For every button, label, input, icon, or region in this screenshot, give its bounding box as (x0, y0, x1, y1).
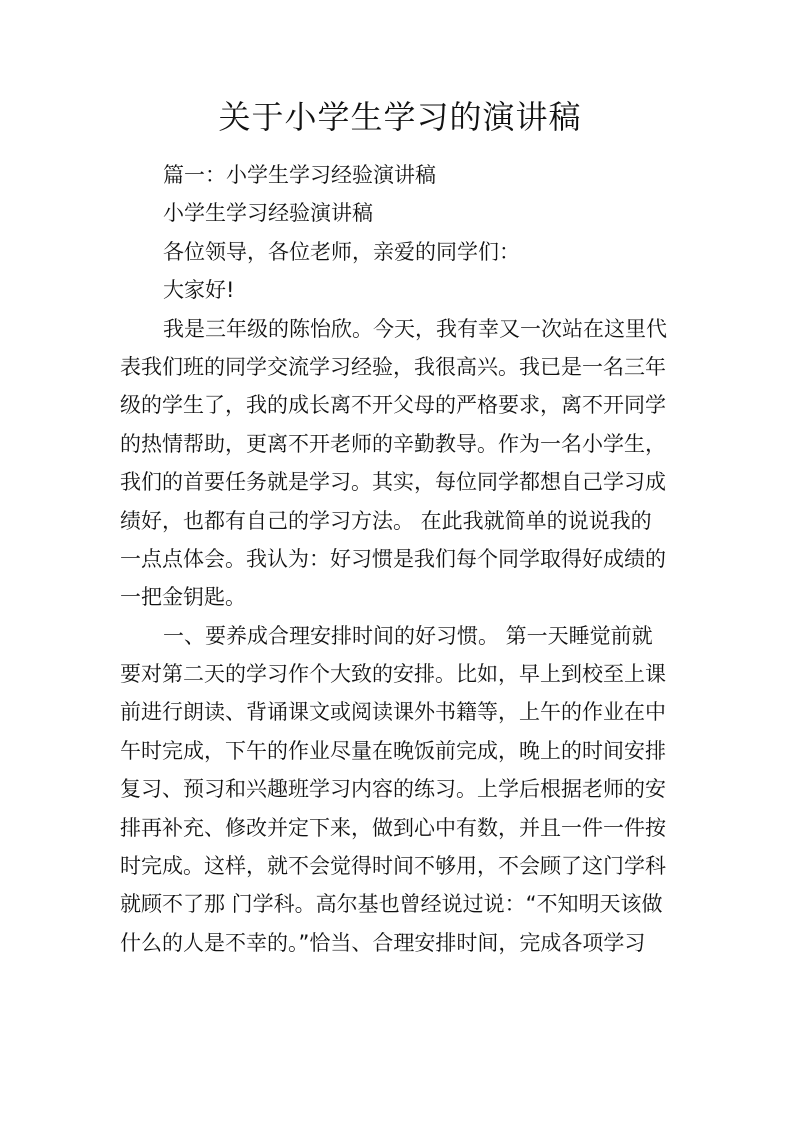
paragraph-line: 复习、预习和兴趣班学习内容的练习。上学后根据老师的安 (120, 777, 666, 802)
paragraph-line: 一、要养成合理安排时间的好习惯。 第一天睡觉前就 (163, 623, 653, 648)
paragraph-line: 我是三年级的陈怡欣。今天，我有幸又一次站在这里代 (163, 316, 667, 341)
paragraph-line: 就顾不了那 门学科。高尔基也曾经说过说：“不知明天该做 (120, 892, 663, 917)
paragraph-line: 午时完成，下午的作业尽量在晚饭前完成，晚上的时间安排 (120, 738, 666, 763)
paragraph-line: 的热情帮助，更离不开老师的辛勤教导。作为一名小学生， (120, 431, 666, 456)
salutation: 各位领导，各位老师，亲爱的同学们： (163, 239, 520, 264)
greeting: 大家好! (163, 278, 235, 303)
paragraph-line: 什么的人是不幸的。”恰当、合理安排时间，完成各项学习 (120, 930, 646, 955)
document-title: 关于小学生学习的演讲稿 (218, 98, 582, 136)
section-heading: 篇一：小学生学习经验演讲稿 (163, 163, 436, 187)
subheading: 小学生学习经验演讲稿 (163, 201, 373, 226)
paragraph-line: 我们的首要任务就是学习。其实，每位同学都想自己学习成 (120, 470, 666, 495)
paragraph-line: 表我们班的同学交流学习经验，我很高兴。我已是一名三年 (120, 354, 666, 379)
paragraph-line: 一点点体会。我认为：好习惯是我们每个同学取得好成绩的 (120, 546, 666, 571)
paragraph-line: 时完成。这样，就不会觉得时间不够用，不会顾了这门学科 (120, 854, 666, 879)
paragraph-line: 要对第二天的学习作个大致的安排。比如，早上到校至上课 (120, 662, 666, 687)
paragraph-line: 排再补充、修改并定下来，做到心中有数，并且一件一件按 (120, 815, 666, 840)
paragraph-line: 前进行朗读、背诵课文或阅读课外书籍等，上午的作业在中 (120, 700, 666, 725)
document-body (120, 156, 690, 962)
paragraph-line: 一把金钥匙。 (120, 585, 246, 610)
paragraph-line: 绩好，也都有自己的学习方法。 在此我就简单的说说我的 (120, 508, 652, 533)
paragraph-line: 级的学生了，我的成长离不开父母的严格要求，离不开同学 (120, 393, 666, 418)
